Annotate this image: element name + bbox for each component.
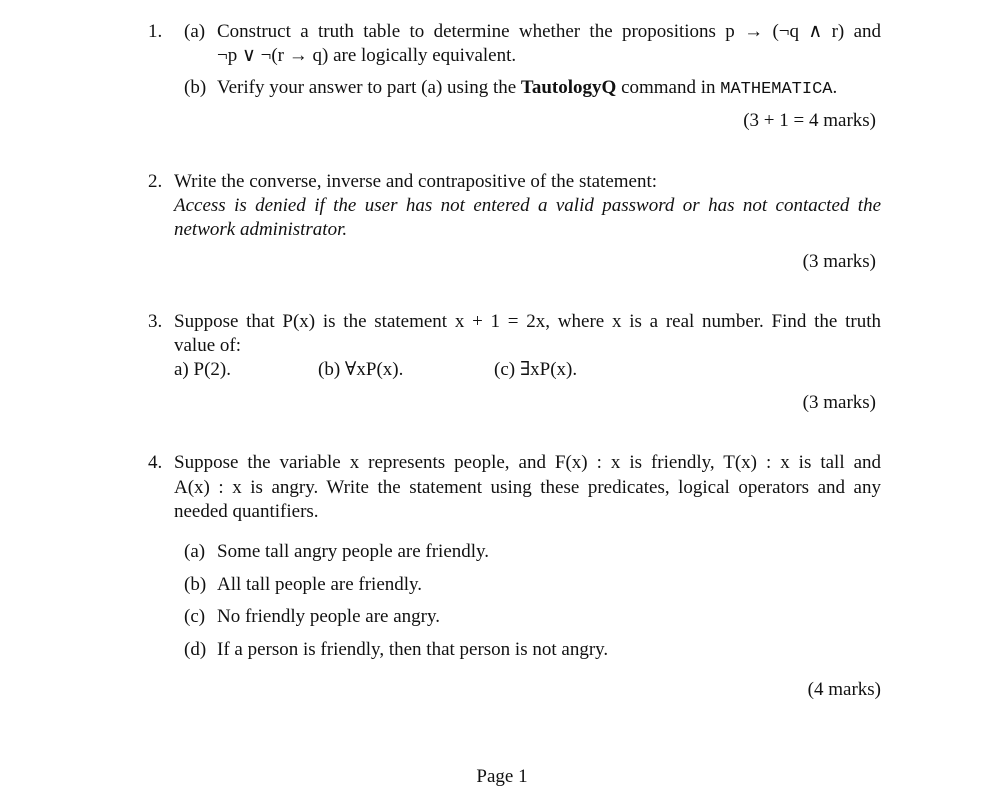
sub-question: (c) ∃xP(x). (494, 359, 578, 380)
question-number: 3. (148, 311, 163, 332)
part-label: (c) (184, 606, 206, 627)
marks-label: (3 + 1 = 4 marks) (743, 110, 876, 131)
question-text-line: Suppose the variable x represents people, and F(x) : x is friendly, T(x) : x is tall and (174, 452, 881, 473)
text-segment: . (832, 77, 838, 98)
part-label: (b) (184, 77, 207, 98)
question-text-line: Write the converse, inverse and contrapositive of the statement: (174, 171, 658, 192)
marks-label: (3 marks) (802, 251, 876, 272)
command-name: TautologyQ (520, 77, 617, 98)
text-segment: Verify your answer to part (a) using the (217, 77, 521, 98)
question-number: 4. (148, 452, 163, 473)
statement-text-line: Access is denied if the user has not entered a valid password or has not contacted the (174, 195, 881, 216)
question-text-line: A(x) : x is angry. Write the statement using these predicates, logical operators and any (174, 477, 881, 498)
question-text-line: Construct a truth table to determine whether the propositions p → (¬q ∧ r) and (217, 21, 881, 42)
sub-question: Some tall angry people are friendly. (217, 541, 490, 562)
question-number: 2. (148, 171, 163, 192)
sub-question: a) P(2). (174, 359, 231, 380)
question-text-line (217, 76, 837, 102)
page-number: Page 1 (476, 766, 528, 787)
sub-question: (b) ∀xP(x). (318, 359, 404, 380)
sub-question: If a person is friendly, then that person is not angry. (217, 639, 609, 660)
sub-question: No friendly people are angry. (217, 606, 440, 627)
marks-label: (3 marks) (802, 392, 876, 413)
software-name: MATHEMATICA (720, 80, 833, 99)
statement-text-line: network administrator. (174, 219, 348, 240)
marks-label: (4 marks) (807, 679, 881, 700)
text-segment: command in (616, 77, 721, 98)
part-label: (d) (184, 639, 207, 660)
question-number: 1. (148, 21, 163, 42)
sub-question: All tall people are friendly. (217, 574, 423, 595)
question-text-line: value of: (174, 335, 242, 356)
question-text-line: Suppose that P(x) is the statement x + 1 = 2x, where x is a real number. Find the truth (174, 311, 881, 332)
part-label: (b) (184, 574, 207, 595)
part-label: (a) (184, 541, 206, 562)
question-text-line: ¬p ∨ ¬(r → q) are logically equivalent. (217, 45, 517, 66)
part-label: (a) (184, 21, 206, 42)
question-text-line: needed quantifiers. (174, 501, 319, 522)
